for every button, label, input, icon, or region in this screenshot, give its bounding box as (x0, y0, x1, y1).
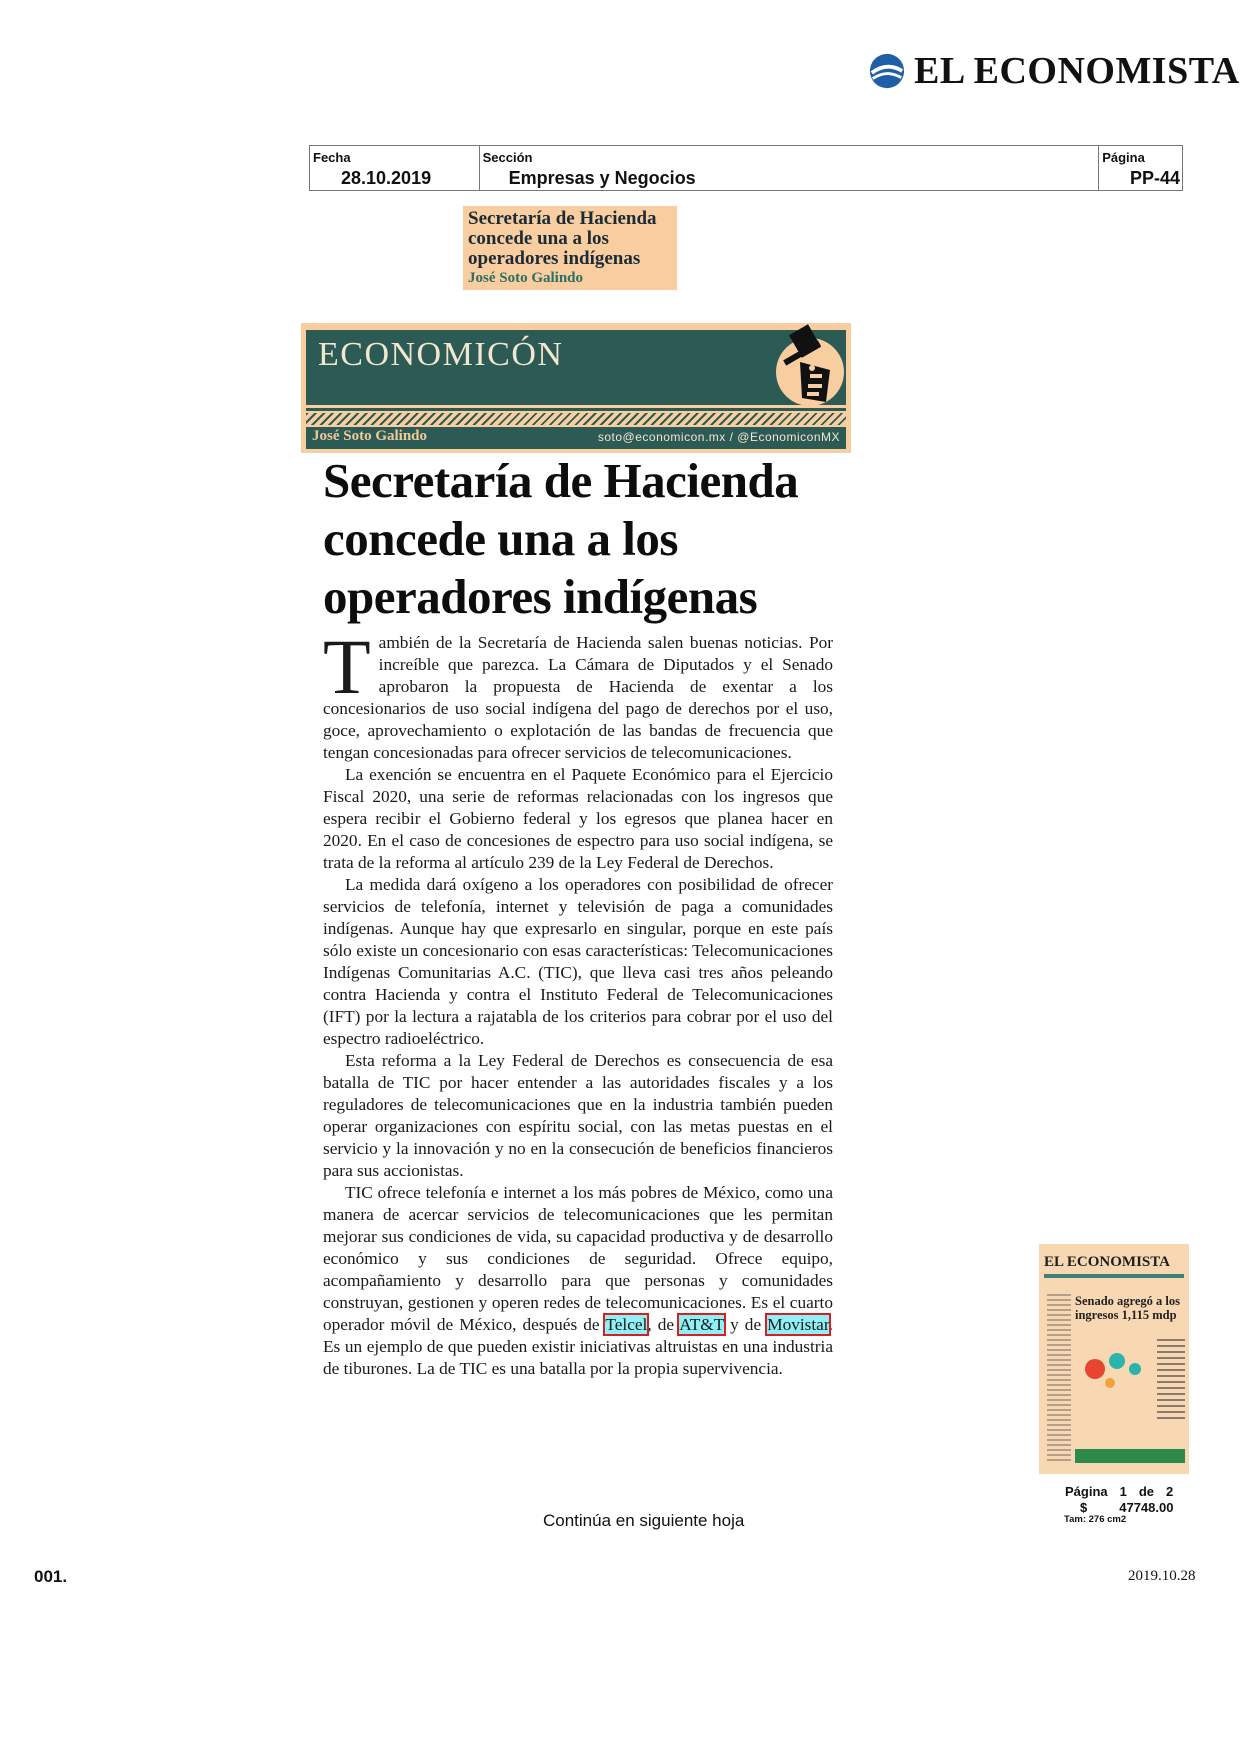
logo-text: EL ECONOMISTA (914, 50, 1240, 92)
thumbnail-headline: Senado agregó a los ingresos 1,115 mdp (1075, 1294, 1180, 1322)
size-info: Tam: 276 cm2 (1064, 1514, 1127, 1525)
thumbnail-text-lines (1047, 1294, 1071, 1464)
seccion-value: Empresas y Negocios (508, 168, 696, 188)
paragraph-2: La exención se encuentra en el Paquete Económico para el Ejercicio Fiscal 2020, una serie de reformas relacionadas con los ingresos que espera recibir el Gobierno federal y los egresos que planea hacer en 2020. En el caso de concesiones de espectro para uso social indígena, se trata de la reforma al artículo 239 de la Ley Federal de Derechos. (323, 765, 833, 872)
pagina-value: PP-44 (1129, 168, 1180, 188)
clip-author: José Soto Galindo (468, 270, 584, 286)
clip-title: Secretaría de Hacienda concede una a los operadores indígenas (468, 208, 657, 269)
headline-clip (463, 206, 677, 290)
article-headline: Secretaría de Hacienda concede una a los operadores indígenas (323, 453, 799, 624)
currency-symbol: $ (1080, 1500, 1088, 1515)
thumbnail-side-column (1157, 1339, 1185, 1419)
drop-cap: T (323, 623, 371, 710)
highlight-att: AT&T (679, 1315, 724, 1334)
price-amount: 47748.00 (1119, 1500, 1174, 1515)
top-hat-mascot-icon (760, 322, 848, 412)
fecha-label: Fecha (313, 150, 351, 165)
thumbnail-footer-bar (1075, 1449, 1185, 1463)
column-name: ECONOMICÓN (318, 336, 564, 373)
highlight-movistar: Movistar (767, 1315, 829, 1334)
paragraph-4: Esta reforma a la Ley Federal de Derechos es consecuencia de esa batalla de TIC por hacer entender a las autoridades fiscales y a los reguladores de telecomunicaciones que en la industria también pueden operar organizaciones con espíritu social, con las metas puestas en el servicio y la innovación y no en la consecución de beneficios financieros para sus accionistas. (323, 1051, 833, 1180)
paragraph-5-text-a: TIC ofrece telefonía e internet a los más pobres de México, como una manera de acercar servicios de telecomunicaciones que les permitan mejorar sus condiciones de vida, su capacidad productiva y de desarrollo económico y sus condiciones de seguridad. Ofrece equipo, acompañamiento y desarrollo para que personas y comunidades construyan, gestionen y operen redes de telecomunicaciones. Es el cuarto operador móvil de México, después de (323, 1183, 833, 1334)
paragraph-1 (323, 623, 833, 764)
seccion-label: Sección (482, 150, 533, 165)
pagina-cell (1099, 146, 1182, 190)
pagina-label: Página (1102, 150, 1145, 165)
continues-note: Continúa en siguiente hoja (543, 1511, 745, 1530)
pagination-info (1065, 1484, 1173, 1499)
fecha-value: 28.10.2019 (341, 168, 432, 188)
pagination-label: Página (1065, 1484, 1108, 1499)
paragraph-5-text-b: , de (647, 1315, 680, 1334)
price-info (1080, 1500, 1173, 1515)
highlight-telcel: Telcel (605, 1315, 648, 1334)
thumbnail-chart-graphic (1075, 1339, 1155, 1394)
page-thumbnail[interactable] (1039, 1244, 1189, 1474)
column-author: José Soto Galindo (312, 428, 428, 444)
paragraph-5-text-c: y de (724, 1315, 768, 1334)
footer-date: 2019.10.28 (1128, 1568, 1196, 1584)
paragraph-5-text-d: . Es un ejemplo de que pueden existir iniciativas altruistas en una industria de tiburones. La de TIC es una batalla por la propia supervivencia. (323, 1315, 833, 1378)
banner-bottom (306, 427, 846, 449)
pagination-de: de (1138, 1484, 1155, 1499)
banner-hatch (306, 413, 846, 425)
seccion-cell (480, 146, 1100, 190)
clipping-info-table (309, 145, 1183, 191)
el-economista-logo (868, 52, 1240, 90)
footer-number: 001. (34, 1567, 68, 1586)
column-contact: soto@economicon.mx / @EconomiconMX (597, 430, 840, 444)
article-body (323, 623, 833, 1380)
pagination-current: 1 (1119, 1484, 1127, 1499)
paragraph-1-text: ambién de la Secretaría de Hacienda salen buenas noticias. Por increíble que parezca. La Cámara de Diputados y el Senado aprobaron la propuesta de Hacienda de exentar a los concesionarios de uso social indígena del pago de derechos por el uso, goce, aprovechamiento o explotación de las bandas de frecuencia que tengan concesionadas para ofrecer servicios de telecomunicaciones. (323, 633, 833, 762)
thumbnail-logo: EL ECONOMISTA (1044, 1254, 1170, 1270)
pagination-total: 2 (1166, 1484, 1174, 1499)
swoosh-logo-icon (868, 52, 906, 90)
thumbnail-bar (1044, 1274, 1184, 1278)
paragraph-5 (323, 1182, 833, 1380)
fecha-cell (310, 146, 480, 190)
paragraph-3: La medida dará oxígeno a los operadores con posibilidad de ofrecer servicios de telefonía, internet y televisión de paga a comunidades indígenas. Aunque hay que expresarlo en singular, porque en este país sólo existe un concesionario con esas características: Telecomunicaciones Indígenas Comunitarias A.C. (TIC), que lleva casi tres años peleando contra Hacienda y contra el Instituto Federal de Telecomunicaciones (IFT) por la lectura a rajatabla de los criterios para cobrar por el uso del espectro radioeléctrico. (323, 875, 833, 1048)
